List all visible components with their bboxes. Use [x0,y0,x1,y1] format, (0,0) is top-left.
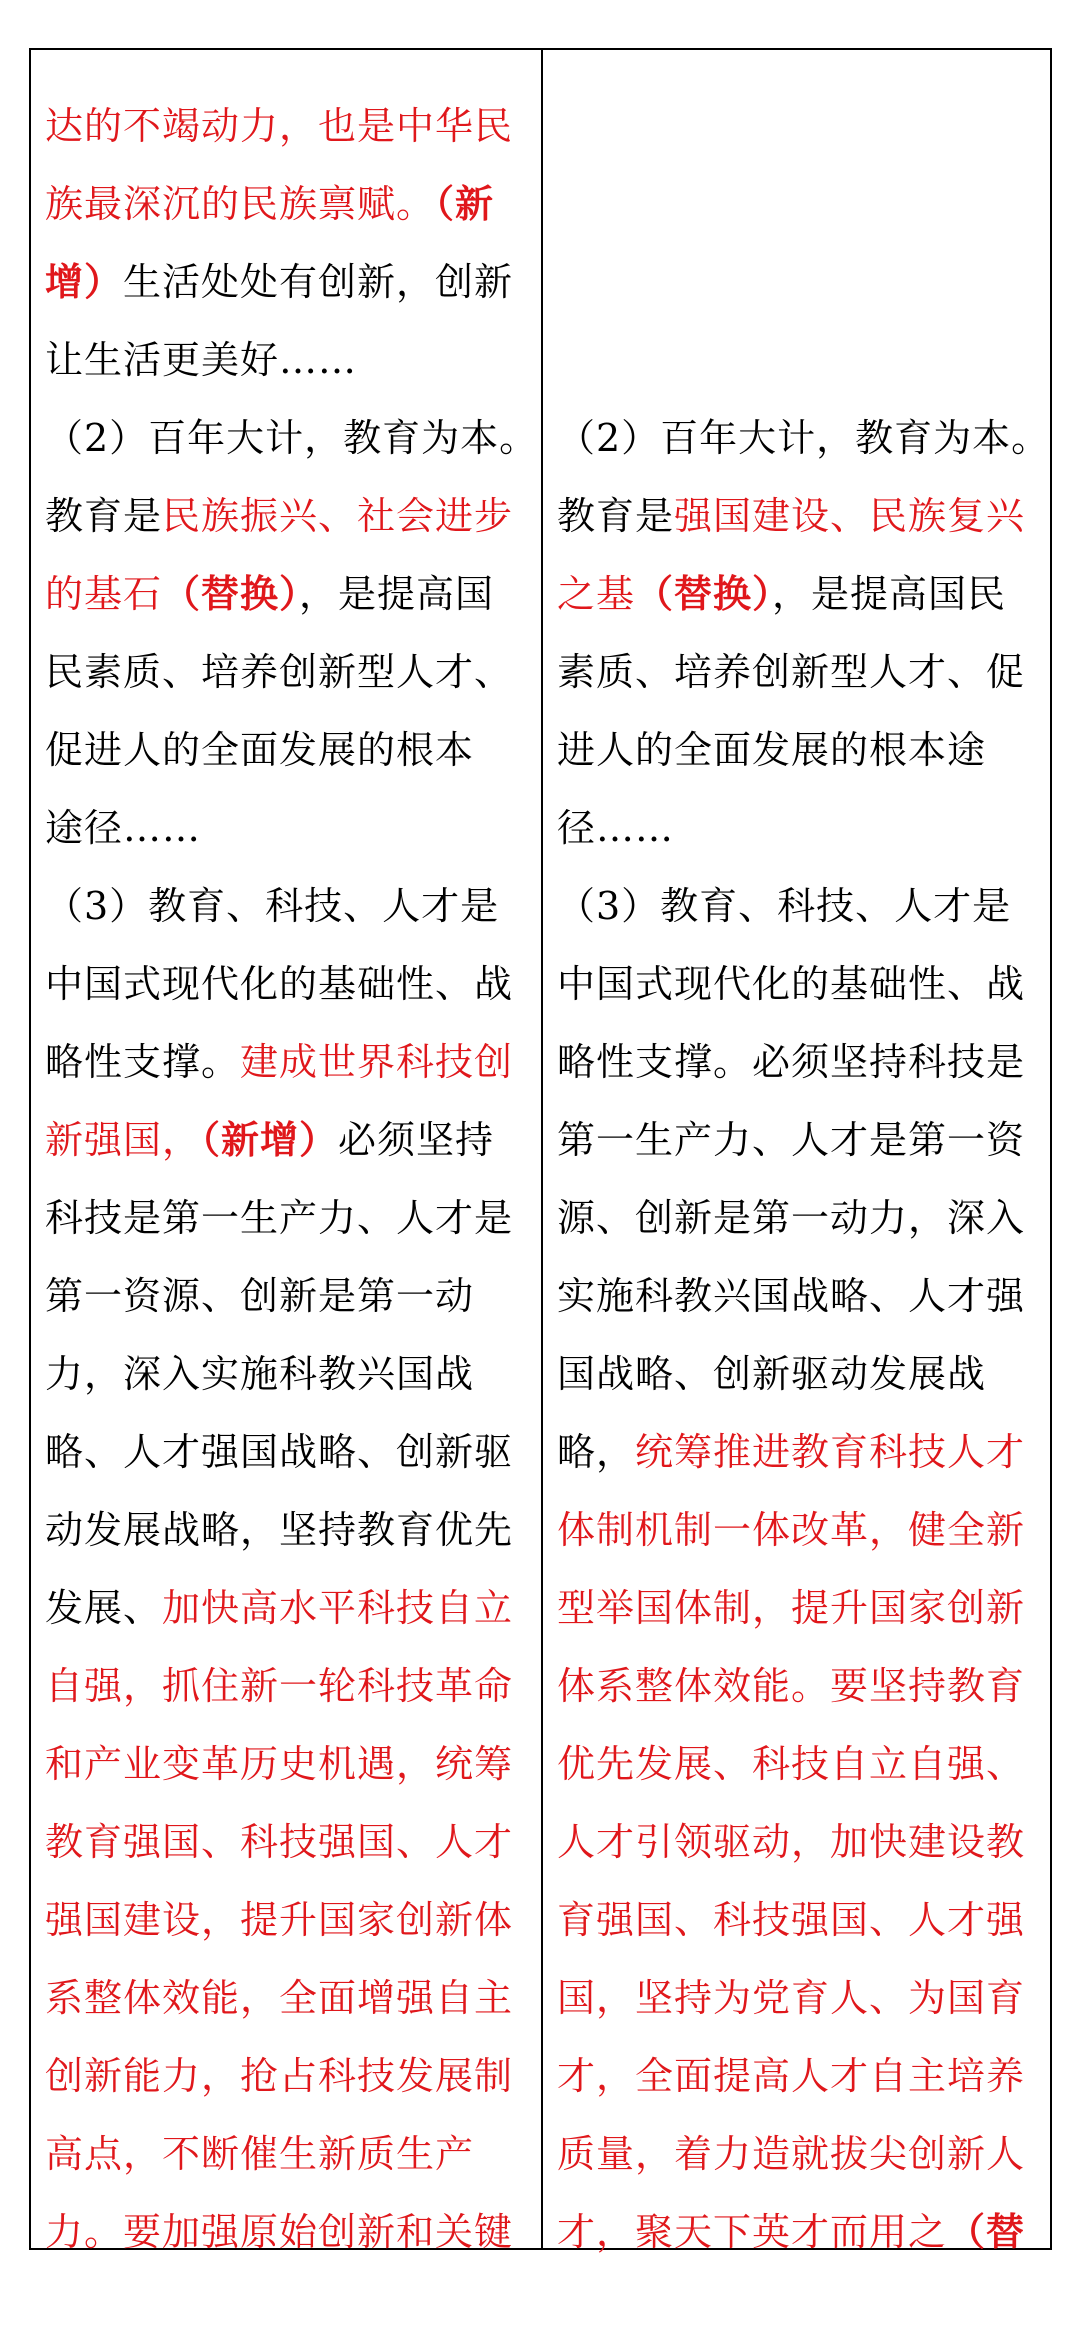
highlighted-text: （替 [947,2209,1026,2254]
text-segment: 第一生产力、人才是第一资 [557,1118,1026,1162]
text-line [45,1881,533,1959]
text-line [45,1257,533,1335]
text-segment: 让生活更美好…… [45,338,358,382]
text-line [557,477,1042,555]
highlighted-text: （新 [435,181,495,226]
text-segment: 源、创新是第一动力，深入 [557,1196,1026,1240]
highlighted-text: 增） [45,259,124,304]
text-line [45,2037,533,2115]
highlighted-text: 和产业变革历史机遇，统筹 [45,1742,514,1786]
highlighted-text: 育强国、科技强国、人才强 [557,1898,1026,1942]
text-line [45,1101,533,1179]
text-segment: 素质、培养创新型人才、促 [557,650,1026,694]
text-segment: （2）百年大计，教育为本。 [557,416,1051,460]
text-line [557,2037,1042,2115]
highlighted-text: 加快高水平科技自立 [162,1586,514,1630]
text-line [557,867,1042,945]
text-line [45,867,533,945]
text-segment: 必须坚持 [338,1118,495,1162]
highlighted-text: 统筹推进教育科技人才 [635,1430,1026,1474]
highlighted-text: （新增） [201,1117,339,1162]
text-segment: 民素质、培养创新型人才、 [45,650,514,694]
text-segment: 略性支撑。必须坚持科技是 [557,1040,1026,1084]
text-line [45,477,533,555]
highlighted-text: 建成世界科技创 [240,1040,514,1084]
text-segment: （2）百年大计，教育为本。 [45,416,539,460]
text-line [45,711,533,789]
highlighted-text: 高点，不断催生新质生产 [45,2132,475,2176]
text-line [45,399,539,477]
text-segment: 径…… [557,806,675,850]
text-line [557,1413,1042,1491]
text-line [557,1335,1042,1413]
highlighted-text: 才，全面提高人才自主培养 [557,2054,1026,2098]
text-line [45,321,533,399]
highlighted-text: 人才引领驱动，加快建设教 [557,1820,1026,1864]
text-line [557,789,1042,867]
left-text-lines [45,87,539,2271]
text-line [45,87,533,165]
highlighted-text: 族最深沉的民族禀赋。 [45,182,436,226]
highlighted-text: （替换） [162,571,300,616]
text-line [557,945,1042,1023]
text-segment: 生活处处有创新，创新 [123,260,514,304]
text-segment: ，是提高国 [299,572,495,616]
text-segment: 略、人才强国战略、创新驱 [45,1430,514,1474]
text-line [45,1803,533,1881]
highlighted-text: 型举国体制，提升国家创新 [557,1586,1026,1630]
text-line [45,1413,533,1491]
text-line [557,1569,1042,1647]
text-line [45,2115,533,2193]
highlighted-text: 质量，着力造就拔尖创新人 [557,2132,1026,2176]
highlighted-text: 强国建设、民族复兴 [674,494,1026,538]
highlighted-text: 的基石 [45,572,163,616]
text-line [557,399,1051,477]
highlighted-text: 教育强国、科技强国、人才 [45,1820,514,1864]
text-line [45,633,533,711]
text-line [557,1803,1042,1881]
text-line [557,87,1042,165]
text-line [45,555,533,633]
text-segment: 略性支撑。 [45,1040,241,1084]
text-line [45,1023,533,1101]
text-line [45,945,533,1023]
text-line [557,1491,1042,1569]
highlighted-text: （替换） [635,571,773,616]
highlighted-text: 自强，抓住新一轮科技革命 [45,1664,514,1708]
text-line [557,1647,1042,1725]
highlighted-text: 力。要加强原始创新和关键 [45,2210,514,2254]
text-segment: 教育是 [557,494,675,538]
right-column-new-text [557,87,1051,2271]
text-segment: 国战略、创新驱动发展战 [557,1352,987,1396]
text-line [45,1335,533,1413]
highlighted-text: 之基 [557,572,636,616]
text-segment: 教育是 [45,494,163,538]
text-line [557,2115,1042,2193]
highlighted-text: 优先发展、科技自立自强、 [557,1742,1026,1786]
text-segment: 科技是第一生产力、人才是 [45,1196,514,1240]
text-segment: （3）教育、科技、人才是 [557,884,1012,928]
text-segment: 途径…… [45,806,202,850]
text-segment: 中国式现代化的基础性、战 [45,962,514,1006]
text-line [45,1725,533,1803]
highlighted-text: 强国建设，提升国家创新体 [45,1898,514,1942]
text-segment: 实施科教兴国战略、人才强 [557,1274,1026,1318]
text-line [557,1023,1042,1101]
highlighted-text: 创新能力，抢占科技发展制 [45,2054,514,2098]
right-text-lines [557,87,1051,2271]
highlighted-text: 系整体效能，全面增强自主 [45,1976,514,2020]
text-line [45,1569,533,1647]
text-line [557,1725,1042,1803]
text-line [557,321,1042,399]
text-line [557,1179,1042,1257]
text-line [557,1101,1042,1179]
text-line [45,1179,533,1257]
text-line [557,555,1042,633]
comparison-table [29,48,1052,2254]
text-line [557,165,1042,243]
text-segment: 动发展战略，坚持教育优先 [45,1508,514,1552]
highlighted-text: 新强国， [45,1118,202,1162]
text-line [45,1647,533,1725]
text-segment: 第一资源、创新是第一动 [45,1274,475,1318]
text-line [45,1959,533,2037]
text-segment: 进人的全面发展的根本途 [557,728,987,772]
column-divider [541,50,543,2248]
text-line [557,633,1042,711]
text-line [557,1257,1042,1335]
text-segment: 促进人的全面发展的根本 [45,728,475,772]
highlighted-text: 体系整体效能。要坚持教育 [557,1664,1026,1708]
text-segment: 中国式现代化的基础性、战 [557,962,1026,1006]
highlighted-text: 民族振兴、社会进步 [162,494,514,538]
text-line [557,243,1042,321]
left-column-old-text [45,87,539,2271]
text-line [557,711,1042,789]
text-segment: 略， [557,1430,636,1474]
text-line [45,789,533,867]
text-line [557,1881,1042,1959]
text-line [45,165,533,243]
text-line [45,2193,533,2271]
text-segment: ，是提高国民 [772,572,1007,616]
text-line [557,2193,1042,2271]
text-line [45,1491,533,1569]
highlighted-text: 才，聚天下英才而用之 [557,2210,948,2254]
text-line [45,243,533,321]
text-segment: 力，深入实施科教兴国战 [45,1352,475,1396]
highlighted-text: 体制机制一体改革，健全新 [557,1508,1026,1552]
highlighted-text: 达的不竭动力，也是中华民 [45,104,514,148]
text-segment: 发展、 [45,1586,163,1630]
text-line [557,1959,1042,2037]
highlighted-text: 国，坚持为党育人、为国育 [557,1976,1026,2020]
text-segment: （3）教育、科技、人才是 [45,884,500,928]
